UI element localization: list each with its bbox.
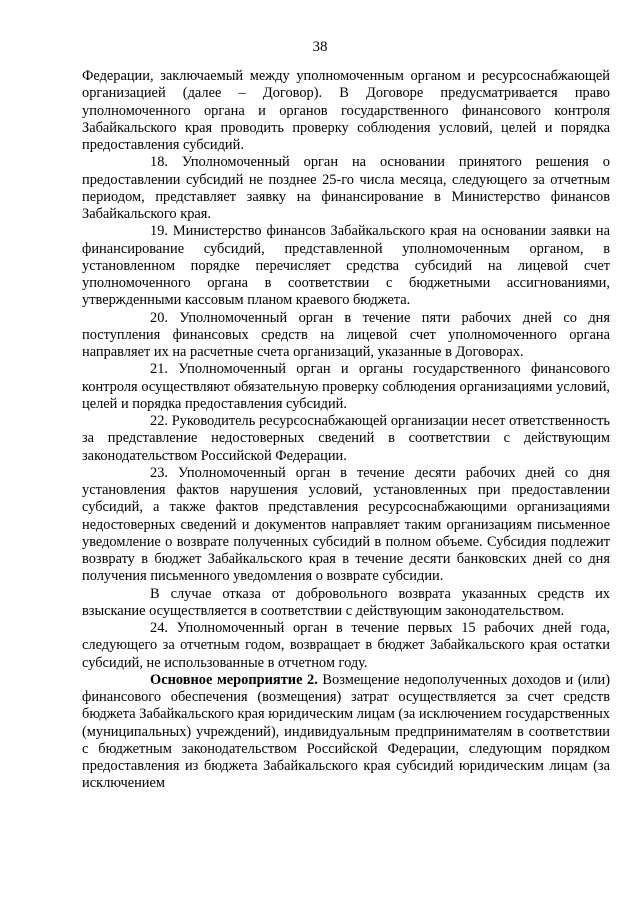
- paragraph-continuation: Федерации, заключаемый между уполномоченным органом и ресурсоснабжающей организацией (далее – Договор). В Договоре предусматривается право уполномоченного органа и органов государственного финансового контроля Забайкальского края проводить проверку соблюдения условий, целей и порядка предоставления субсидий.: [82, 68, 610, 153]
- page-number: 38: [312, 39, 328, 55]
- main-activity-heading: Основное мероприятие 2.: [150, 671, 318, 688]
- paragraph-24: 24. Уполномоченный орган в течение первых 15 рабочих дней года, следующего за отчетным годом, возвращает в бюджет Забайкальского края остатки субсидий, не использованные в отчетном году.: [82, 620, 610, 671]
- paragraph-21: 21. Уполномоченный орган и органы государственного финансового контроля осуществляют обязательную проверку соблюдения организациями условий, целей и порядка предоставления субсидий.: [82, 361, 610, 412]
- paragraph-19: 19. Министерство финансов Забайкальского края на основании заявки на финансирование субсидий, представленной уполномоченным органом, в установленном порядке перечисляет средства субсидий на лицевой счет уполномоченного органа в соответствии с бюджетными ассигнованиями, утвержденными кассовым планом краевого бюджета.: [82, 223, 610, 309]
- paragraph-18: 18. Уполномоченный орган на основании принятого решения о предоставлении субсидий не позднее 25-го числа месяца, следующего за отчетным периодом, представляет заявку на финансирование в Министерство финансов Забайкальского края.: [82, 154, 610, 222]
- paragraph-main-activity-2: [82, 672, 610, 793]
- paragraph-23: 23. Уполномоченный орган в течение десяти рабочих дней со дня установления фактов нарушения условий, установленных при предоставлении субсидий, а также фактов представления ресурсоснабжающими организациями недостоверных сведений и документов направляет таким организациям письменное уведомление о возврате полученных субсидий в полном объеме. Субсидия подлежит возврату в бюджет Забайкальского края в течение десяти банковских дней со дня получения письменного уведомления о возврате субсидии.: [82, 464, 610, 585]
- paragraph-refusal: В случае отказа от добровольного возврата указанных средств их взыскание осуществляется в соответствии с действующим законодательством.: [82, 585, 610, 619]
- main-activity-text: Возмещение недополученных доходов и (или) финансового обеспечения (возмещения) затрат осуществляется за счет средств бюджета Забайкальского края юридическим лицам (за исключением государственных (муниципальных) учреждений), индивидуальным предпринимателям в соответствии с бюджетным законодательством Российской Федерации, следующим порядком предоставления из бюджета Забайкальского края субсидий юридическим лицам (за исключением: [82, 671, 610, 792]
- paragraph-20: 20. Уполномоченный орган в течение пяти рабочих дней со дня поступления финансовых средств на лицевой счет уполномоченного органа направляет их на расчетные счета организаций, указанные в Договорах.: [82, 309, 610, 360]
- document-body: [82, 68, 610, 793]
- paragraph-22: 22. Руководитель ресурсоснабжающей организации несет ответственность за представление недостоверных сведений в соответствии с действующим законодательством Российской Федерации.: [82, 413, 610, 464]
